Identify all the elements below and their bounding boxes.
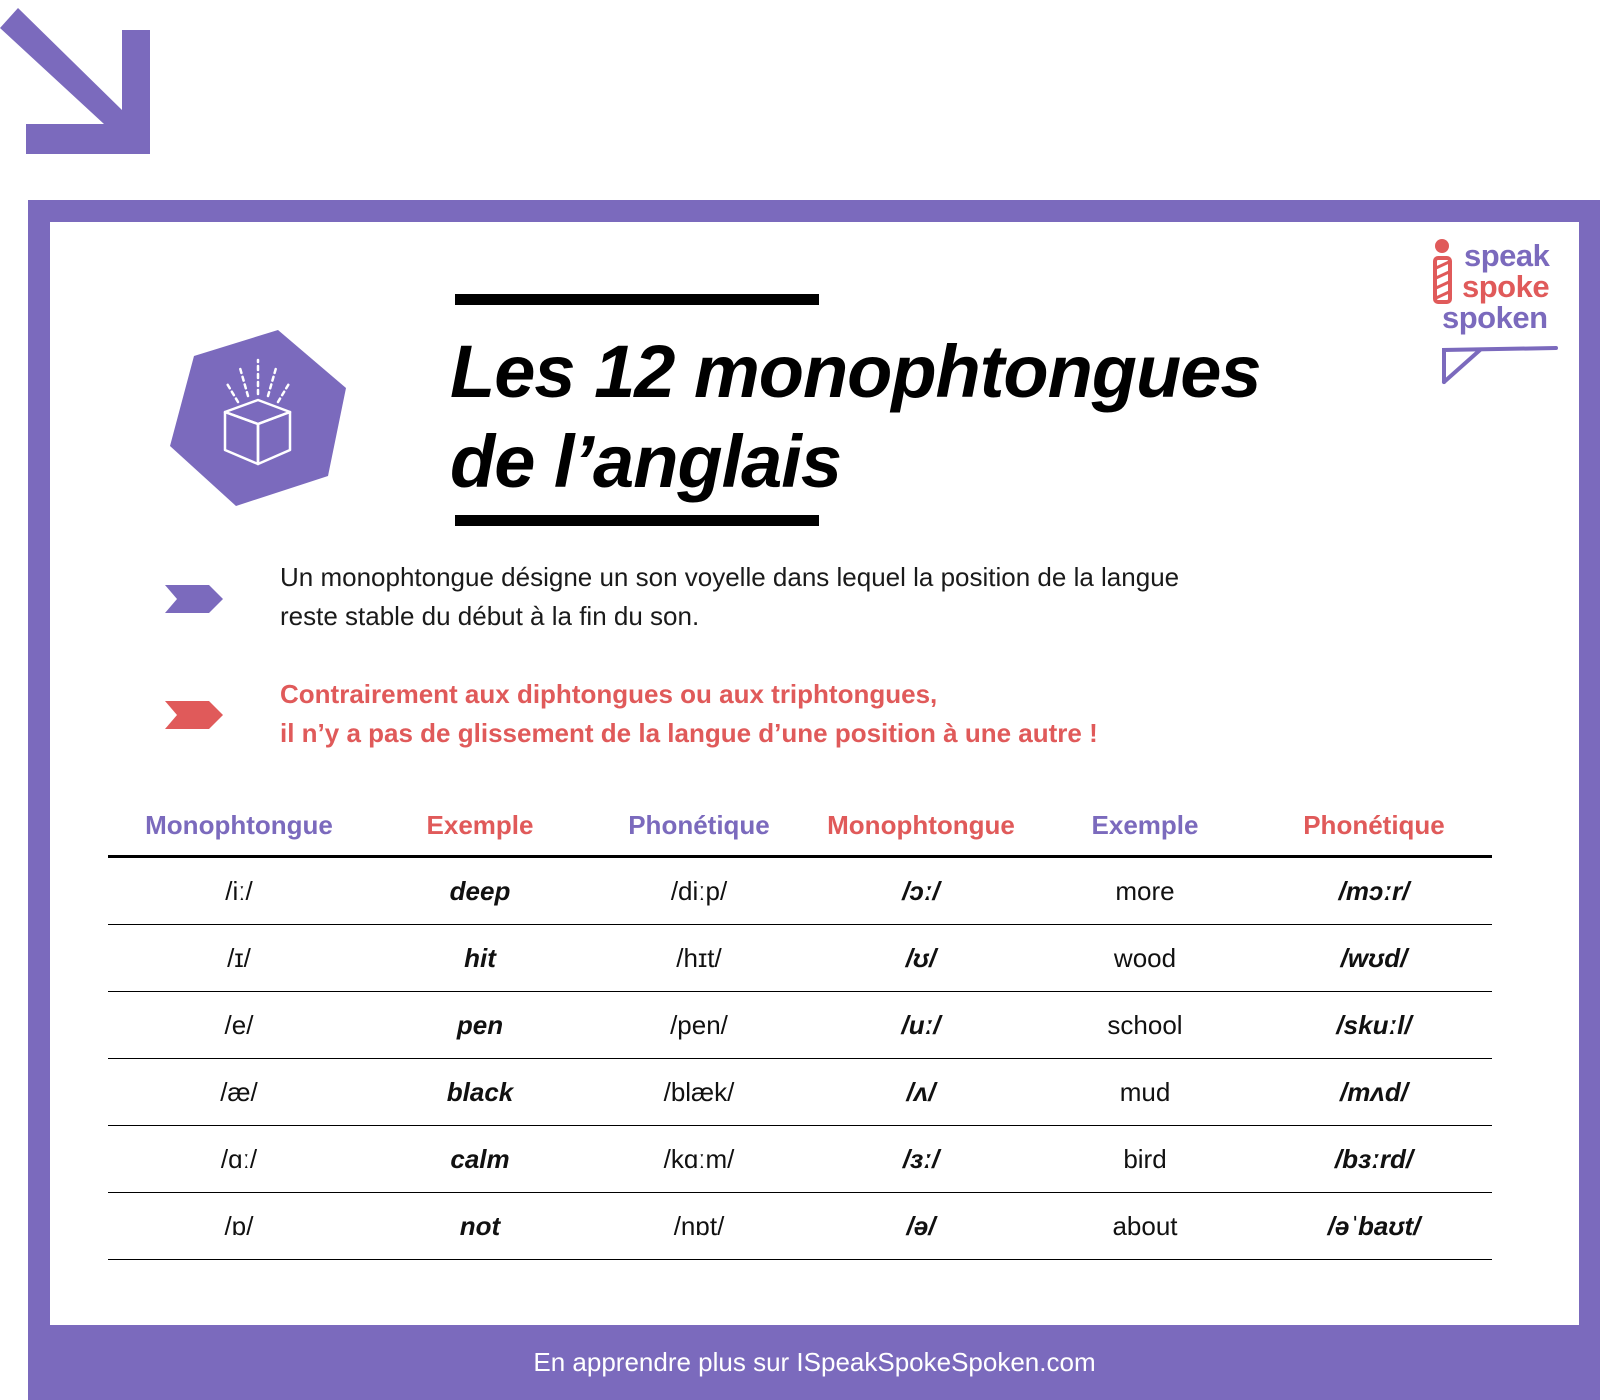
phonetic-cell: /bɜːrd/	[1256, 1126, 1492, 1193]
phonetic-cell: /mʌd/	[1256, 1059, 1492, 1126]
logo-text-spoken: spoken	[1442, 300, 1548, 335]
header-exemple: Exemple	[1034, 795, 1256, 857]
example-cell: pen	[370, 992, 590, 1059]
header-monophtongue: Monophtongue	[808, 795, 1034, 857]
title-line-1: Les 12 monophtongues	[450, 330, 1261, 413]
phonetic-cell: /pen/	[590, 992, 808, 1059]
header-phonetique: Phonétique	[1256, 795, 1492, 857]
example-cell: more	[1034, 857, 1256, 925]
definition-text	[280, 558, 1340, 636]
contrast-line-1: Contrairement aux diphtongues ou aux triphtongues,	[280, 679, 938, 709]
example-cell: black	[370, 1059, 590, 1126]
table-row	[108, 1126, 1492, 1193]
definition-line-2: reste stable du début à la fin du son.	[280, 601, 700, 631]
definition-line-1: Un monophtongue désigne un son voyelle dans lequel la position de la langue	[280, 562, 1180, 592]
monophthong-cell: /ɪ/	[108, 925, 370, 992]
phonetic-cell: /əˈbaʊt/	[1256, 1193, 1492, 1260]
phonetic-cell: /skuːl/	[1256, 992, 1492, 1059]
example-cell: about	[1034, 1193, 1256, 1260]
monophthong-cell: /ɔː/	[808, 857, 1034, 925]
header-monophtongue: Monophtongue	[108, 795, 370, 857]
contrast-line-2: il n’y a pas de glissement de la langue d’une position à une autre !	[280, 718, 1098, 748]
monophthong-cell: /æ/	[108, 1059, 370, 1126]
phonetic-cell: /kɑːm/	[590, 1126, 808, 1193]
phonetic-cell: /wʊd/	[1256, 925, 1492, 992]
example-cell: hit	[370, 925, 590, 992]
chevron-bullet-icon	[165, 583, 225, 615]
phonetic-cell: /hɪt/	[590, 925, 808, 992]
monophthong-cell: /e/	[108, 992, 370, 1059]
monophthong-cell: /ɑː/	[108, 1126, 370, 1193]
monophthong-cell: /ə/	[808, 1193, 1034, 1260]
monophthong-cell: /ʌ/	[808, 1059, 1034, 1126]
header-exemple: Exemple	[370, 795, 590, 857]
table-row	[108, 925, 1492, 992]
title-top-rule	[455, 294, 819, 305]
example-cell: bird	[1034, 1126, 1256, 1193]
monophthong-cell: /ɒ/	[108, 1193, 370, 1260]
header-phonetique: Phonétique	[590, 795, 808, 857]
title-bottom-rule	[455, 515, 819, 526]
example-cell: deep	[370, 857, 590, 925]
footer-link[interactable]: En apprendre plus sur ISpeakSpokeSpoken.com	[533, 1347, 1096, 1377]
contrast-text	[280, 675, 1340, 753]
monophthong-cell: /ʊ/	[808, 925, 1034, 992]
monophthong-cell: /uː/	[808, 992, 1034, 1059]
monophthong-table	[108, 795, 1492, 1260]
example-cell: mud	[1034, 1059, 1256, 1126]
title-line-2: de l’anglais	[450, 420, 842, 503]
table-header-row	[108, 795, 1492, 857]
example-cell: not	[370, 1193, 590, 1260]
phonetic-cell: /nɒt/	[590, 1193, 808, 1260]
table-row	[108, 857, 1492, 925]
monophthong-cell: /ɜː/	[808, 1126, 1034, 1193]
logo-text-spoke: spoke	[1462, 269, 1550, 304]
logo-text-speak: speak	[1464, 238, 1550, 273]
example-cell: calm	[370, 1126, 590, 1193]
brand-logo	[1430, 238, 1570, 398]
monophthong-cell: /iː/	[108, 857, 370, 925]
chevron-bullet-icon	[165, 699, 225, 731]
page-title	[450, 327, 1400, 507]
table-row	[108, 1193, 1492, 1260]
example-cell: school	[1034, 992, 1256, 1059]
phonetic-cell: /mɔːr/	[1256, 857, 1492, 925]
arrow-down-right-icon	[0, 0, 160, 160]
table-row	[108, 1059, 1492, 1126]
table-row	[108, 992, 1492, 1059]
exploding-box-icon	[170, 328, 350, 508]
example-cell: wood	[1034, 925, 1256, 992]
phonetic-cell: /blæk/	[590, 1059, 808, 1126]
phonetic-cell: /diːp/	[590, 857, 808, 925]
